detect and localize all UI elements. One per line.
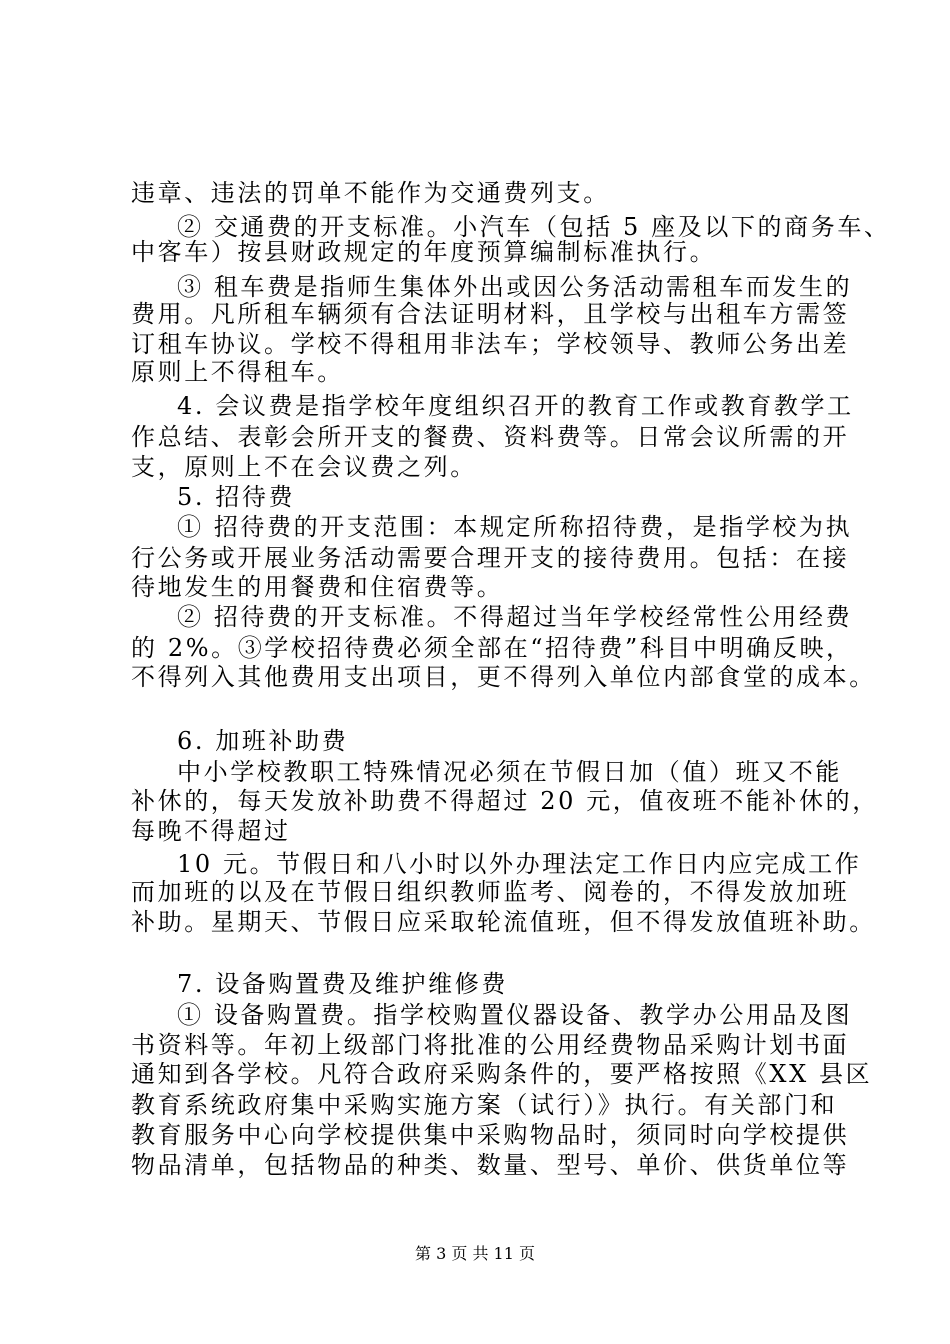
text-line: ③ 租车费是指师生集体外出或因公务活动需租车而发生的 [177, 273, 853, 301]
text-line: 行公务或开展业务活动需要合理开支的接待费用。包括：在接 [131, 544, 850, 572]
text-line: 待地发生的用餐费和住宿费等。 [131, 573, 504, 601]
text-line: 教育服务中心向学校提供集中采购物品时，须同时向学校提供 [131, 1121, 850, 1149]
text-line: 支，原则上不在会议费之列。 [131, 453, 477, 481]
text-line: ② 招待费的开支标准。不得超过当年学校经常性公用经费 [177, 603, 853, 631]
text-line: 4. 会议费是指学校年度组织召开的教育工作或教育教学工 [177, 392, 854, 420]
text-line: 作总结、表彰会所开支的餐费、资料费等。日常会议所需的开 [131, 423, 850, 451]
text-line: 中小学校教职工特殊情况必须在节假日加（值）班又不能 [177, 758, 842, 786]
text-line: 而加班的以及在节假日组织教师监考、阅卷的，不得发放加班 [131, 878, 850, 906]
text-line: 不得列入其他费用支出项目，更不得列入单位内部食堂的成本。 [131, 663, 876, 691]
text-line: 通知到各学校。凡符合政府采购条件的，要严格按照《XX 县区 [131, 1060, 873, 1088]
text-line: 违章、违法的罚单不能作为交通费列支。 [131, 179, 610, 207]
page-number-footer: 第 3 页 共 11 页 [415, 1244, 535, 1263]
text-line: 7. 设备购置费及维护维修费 [177, 970, 508, 998]
text-line: 6. 加班补助费 [177, 727, 349, 755]
text-line: 教育系统政府集中采购实施方案（试行）》执行。有关部门和 [131, 1091, 838, 1119]
text-line: 每晚不得超过 [131, 817, 291, 845]
text-line: 的 2%。③学校招待费必须全部在“招待费”科目中明确反映， [131, 634, 853, 662]
text-line: 订租车协议。学校不得租用非法车；学校领导、教师公务出差 [131, 330, 850, 358]
text-line: ② 交通费的开支标准。小汽车（包括 5 座及以下的商务车、 [177, 213, 891, 241]
text-line: ① 招待费的开支范围：本规定所称招待费，是指学校为执 [177, 513, 853, 541]
text-line: 补助。星期天、节假日应采取轮流值班，但不得发放值班补助。 [131, 908, 876, 936]
text-line: 费用。凡所租车辆须有合法证明材料，且学校与出租车方需签 [131, 300, 850, 328]
text-line: 补休的，每天发放补助费不得超过 20 元，值夜班不能补休的， [131, 787, 879, 815]
text-line: 5. 招待费 [177, 483, 296, 511]
text-line: 物品清单，包括物品的种类、数量、型号、单价、供货单位等 [131, 1151, 850, 1179]
text-line: 中客车）按县财政规定的年度预算编制标准执行。 [131, 238, 717, 266]
text-line: ① 设备购置费。指学校购置仪器设备、教学办公用品及图 [177, 1001, 853, 1029]
text-line: 书资料等。年初上级部门将批准的公用经费物品采购计划书面 [131, 1031, 850, 1059]
text-line: 原则上不得租车。 [131, 358, 344, 386]
text-line: 10 元。节假日和八小时以外办理法定工作日内应完成工作 [177, 850, 862, 878]
